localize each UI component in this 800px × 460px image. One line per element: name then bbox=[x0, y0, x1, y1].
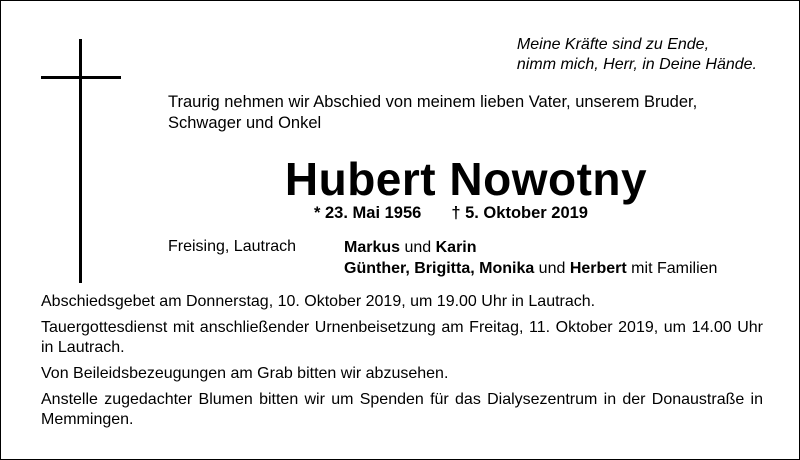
family-line bbox=[344, 258, 717, 279]
family-conjunction: und bbox=[534, 260, 570, 277]
family-name: Herbert bbox=[569, 260, 627, 277]
family-line bbox=[344, 237, 717, 258]
death-date: † 5. Oktober 2019 bbox=[451, 204, 588, 222]
intro-text bbox=[168, 92, 763, 134]
motto-verse bbox=[517, 35, 757, 75]
family-conjunction: und bbox=[400, 239, 436, 256]
donation-note: Anstelle zugedachter Blumen bitten wir um Spenden für das Dialysezentrum in der Donaustraße in Memmingen. bbox=[41, 391, 763, 428]
service-details bbox=[41, 292, 763, 436]
condolence-note: Von Beileidsbezeugungen am Grab bitten wir abzusehen. bbox=[41, 365, 449, 382]
mourners-place: Freising, Lautrach bbox=[168, 238, 297, 255]
prayer-info: Abschiedsgebet am Donnerstag, 10. Oktober 2019, um 19.00 Uhr in Lautrach. bbox=[41, 293, 596, 310]
motto-line: Meine Kräfte sind zu Ende, bbox=[516, 36, 710, 53]
family-suffix: mit Familien bbox=[626, 260, 718, 277]
birth-date: * 23. Mai 1956 bbox=[314, 204, 422, 222]
intro-line: Schwager und Onkel bbox=[168, 114, 322, 132]
deceased-name: Hubert Nowotny bbox=[284, 153, 648, 205]
intro-line: Traurig nehmen wir Abschied von meinem lieben Vater, unserem Bruder, bbox=[168, 93, 698, 111]
family-name: Karin bbox=[435, 239, 477, 256]
family-name: Markus bbox=[344, 239, 401, 256]
cross-icon-horizontal bbox=[41, 76, 121, 79]
service-info: Tauergottesdienst mit anschließender Urnenbeisetzung am Freitag, 11. Oktober 2019, um 14.00 Uhr in Lautrach. bbox=[41, 319, 763, 356]
family-name: Günther, Brigitta, Monika bbox=[344, 260, 535, 277]
motto-line: nimm mich, Herr, in Deine Hände. bbox=[516, 56, 757, 73]
life-dates bbox=[314, 203, 588, 223]
mourners-family bbox=[344, 237, 717, 279]
